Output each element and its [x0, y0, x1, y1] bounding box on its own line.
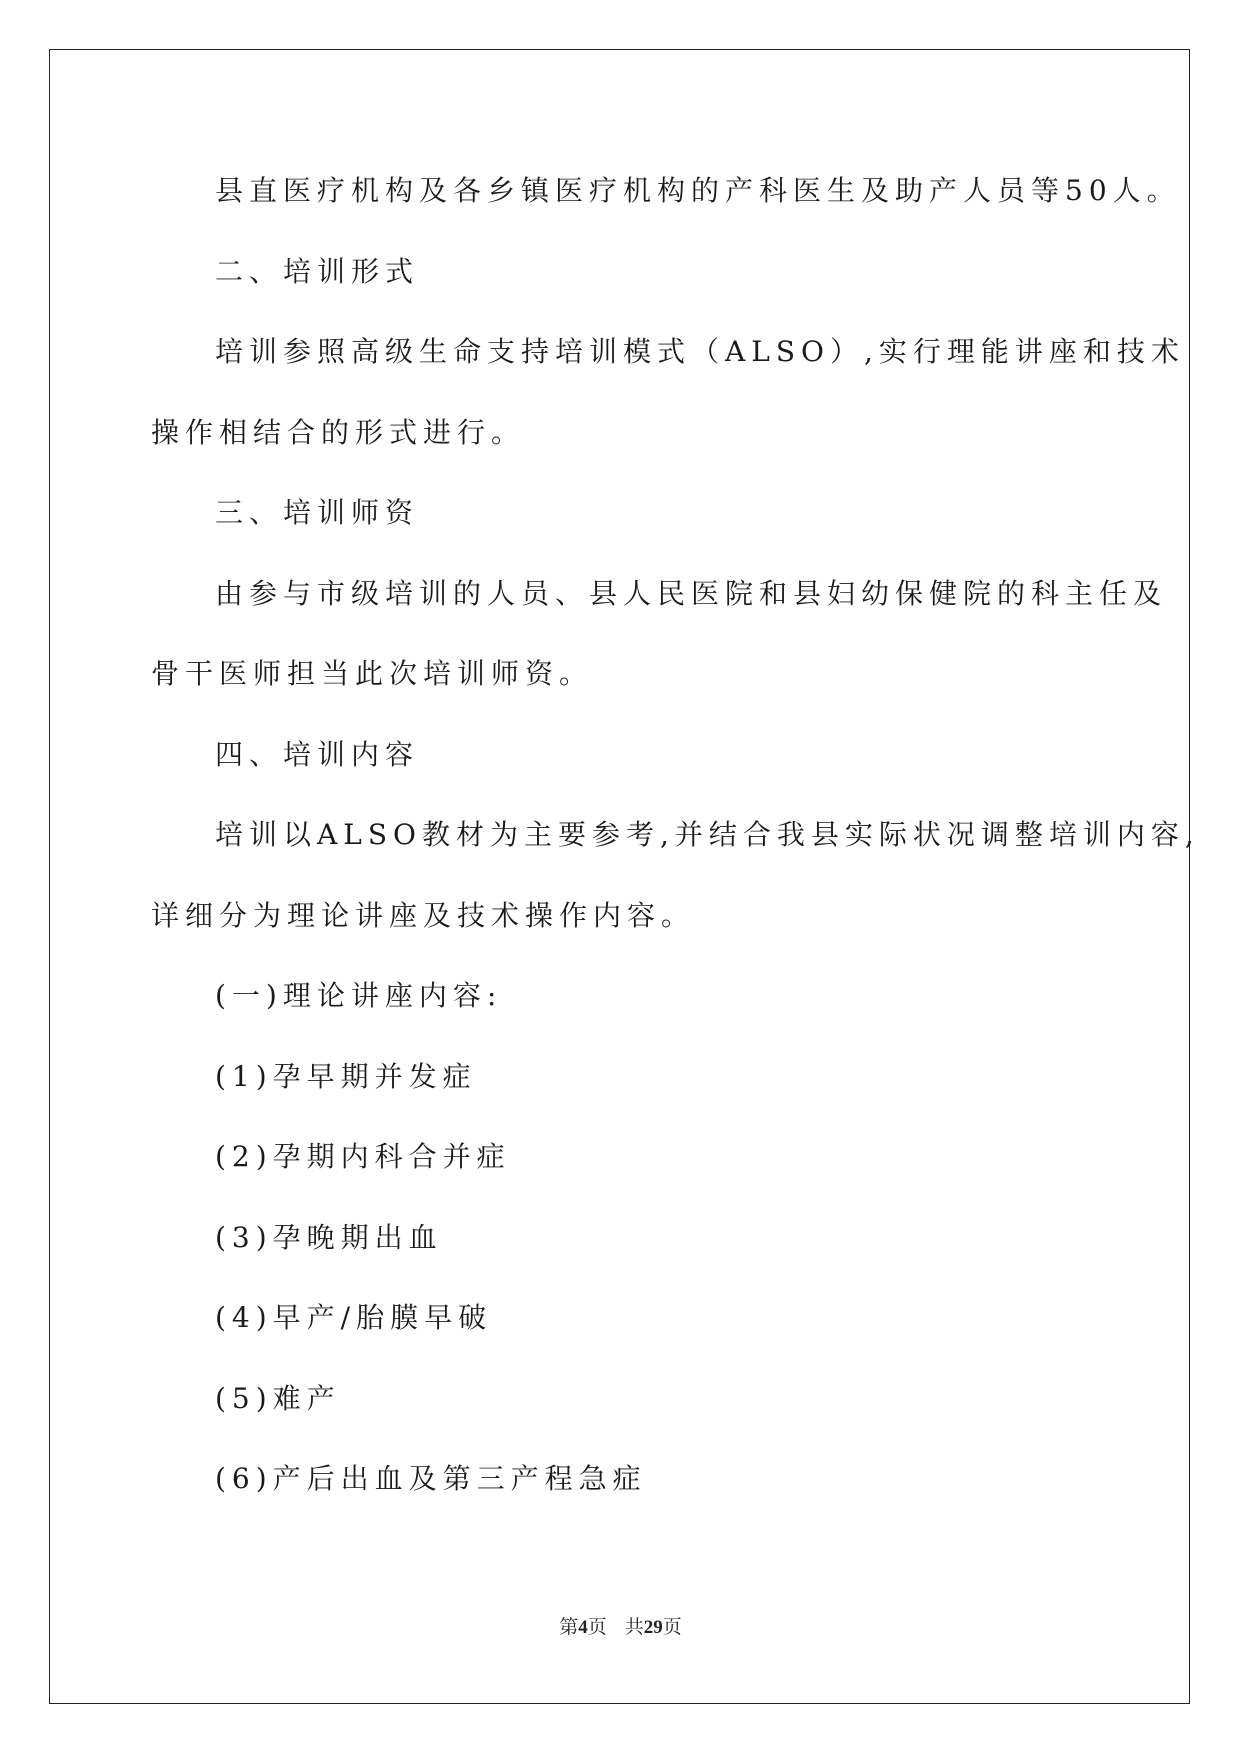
- section-heading-training-content: 四、培训内容: [215, 738, 420, 771]
- total-pages: 29: [643, 1617, 663, 1638]
- paragraph-line: 由参与市级培训的人员、县人民医院和县妇幼保健院的科主任及: [215, 577, 1168, 610]
- paragraph-line: 县直医疗机构及各乡镇医疗机构的产科医生及助产人员等50人。: [215, 174, 1181, 207]
- paragraph-line: 操作相结合的形式进行。: [151, 416, 526, 449]
- paragraph-line: 培训以ALSO教材为主要参考,并结合我县实际状况调整培训内容,: [215, 818, 1200, 851]
- list-item: (2)孕期内科合并症: [215, 1140, 511, 1173]
- list-item: (6)产后出血及第三产程急症: [215, 1462, 647, 1495]
- paragraph-line: 骨干医师担当此次培训师资。: [151, 657, 594, 690]
- list-item: (5)难产: [215, 1382, 341, 1415]
- subsection-heading-lectures: (一)理论讲座内容:: [215, 979, 503, 1012]
- list-item: (1)孕早期并发症: [215, 1060, 477, 1093]
- page-number: 4: [578, 1617, 588, 1638]
- total-prefix: 共: [624, 1617, 644, 1638]
- section-heading-training-form: 二、培训形式: [215, 255, 420, 288]
- page-suffix: 页: [587, 1617, 607, 1638]
- list-item: (3)孕晚期出血: [215, 1221, 443, 1254]
- page-border: [49, 49, 1190, 1704]
- page-prefix: 第: [559, 1617, 579, 1638]
- total-suffix: 页: [662, 1617, 682, 1638]
- section-heading-trainers: 三、培训师资: [215, 496, 420, 529]
- paragraph-line: 详细分为理论讲座及技术操作内容。: [151, 899, 696, 932]
- page-footer: [0, 1612, 1241, 1639]
- paragraph-line: 培训参照高级生命支持培训模式（ALSO）,实行理能讲座和技术: [215, 335, 1185, 368]
- list-item: (4)早产/胎膜早破: [215, 1301, 493, 1334]
